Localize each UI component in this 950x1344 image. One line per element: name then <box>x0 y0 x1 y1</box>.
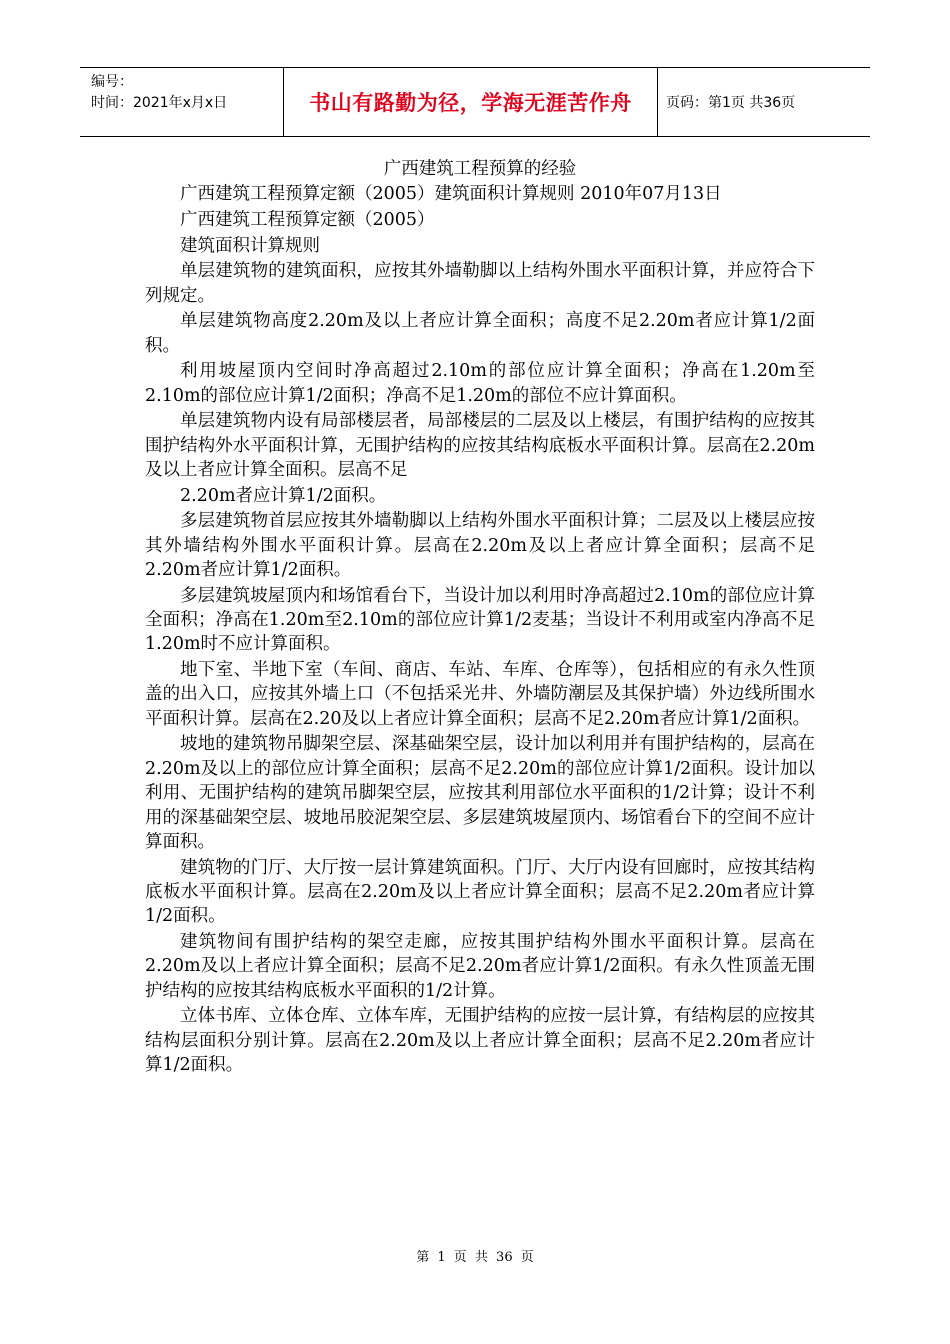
document-title: 广西建筑工程预算的经验 <box>383 159 577 179</box>
paragraph: 单层建筑物内设有局部楼层者，局部楼层的二层及以上楼层，有围护结构的应按其围护结构外水平面积计算，无围护结构的应按其结构底板水平面积计算。层高在2.20m及以上者应计算全面积。层高不足 <box>145 411 815 480</box>
header-motto: 书山有路勤为径，学海无涯苦作舟 <box>283 68 658 136</box>
paragraph: 2.20m者应计算1/2面积。 <box>180 485 387 506</box>
date-label: 时间：2021年x月x日 <box>91 95 228 111</box>
header-meta <box>80 68 283 136</box>
header-page-label: 页码：第1页 共36页 <box>666 95 796 111</box>
paragraph: 建筑面积计算规则 <box>180 235 320 256</box>
paragraph: 立体书库、立体仓库、立体车库，无围护结构的应按一层计算，有结构层的应按其结构层面积分别计算。层高在2.20m及以上者应计算全面积；层高不足2.20m者应计算1/2面积。 <box>145 1006 815 1076</box>
paragraph: 利用坡屋顶内空间时净高超过2.10m的部位应计算全面积；净高在1.20m至2.10m的部位应计算1/2面积；净高不足1.20m的部位不应计算面积。 <box>145 361 815 406</box>
paragraph: 建筑物的门厅、大厅按一层计算建筑面积。门厅、大厅内设有回廊时，应按其结构底板水平面积计算。层高在2.20m及以上者应计算全面积；层高不足2.20m者应计算1/2面积。 <box>145 857 815 927</box>
number-label: 编号： <box>91 74 133 90</box>
paragraph-list <box>145 182 815 1077</box>
paragraph: 坡地的建筑物吊脚架空层、深基础架空层，设计加以利用并有围护结构的，层高在2.20m及以上的部位应计算全面积；层高不足2.20m的部位应计算1/2面积。设计加以利用、无围护结构的建筑吊脚架空层，应按其利用部位水平面积的1/2计算；设计不利用的深基础架空层、坡地吊胶泥架空层、多层建筑坡屋顶内、场馆看台下的空间不应计算面积。 <box>145 734 815 853</box>
page-footer: 第 1 页 共 36 页 <box>416 1250 534 1265</box>
paragraph: 多层建筑坡屋顶内和场馆看台下，当设计加以利用时净高超过2.10m的部位应计算全面积；净高在1.20m至2.10m的部位应计算1/2麦基；当设计不利用或室内净高不足1.20m时不应计算面积。 <box>145 585 815 655</box>
paragraph: 建筑物间有围护结构的架空走廊，应按其围护结构外围水平面积计算。层高在2.20m及以上者应计算全面积；层高不足2.20m者应计算1/2面积。有永久性顶盖无围护结构的应按其结构底板水平面积的1/2计算。 <box>145 932 815 1001</box>
paragraph: 广西建筑工程预算定额（2005）建筑面积计算规则 2010年07月13日 <box>180 184 722 205</box>
paragraph: 地下室、半地下室（车间、商店、车站、车库、仓库等），包括相应的有永久性顶盖的出入口，应按其外墙上口（不包括采光井、外墙防潮层及其保护墙）外边线所围水平面积计算。层高在2.20及以上者应计算全面积；层高不足2.20m者应计算1/2面积。 <box>145 660 815 729</box>
paragraph: 多层建筑物首层应按其外墙勒脚以上结构外围水平面积计算；二层及以上楼层应按其外墙结构外围水平面积计算。层高在2.20m及以上者应计算全面积；层高不足2.20m者应计算1/2面积。 <box>145 511 815 580</box>
paragraph: 单层建筑物的建筑面积，应按其外墙勒脚以上结构外围水平面积计算，并应符合下列规定。 <box>145 261 815 306</box>
document-body <box>145 157 815 1079</box>
paragraph: 单层建筑物高度2.20m及以上者应计算全面积；高度不足2.20m者应计算1/2面积。 <box>145 311 815 356</box>
paragraph: 广西建筑工程预算定额（2005） <box>180 210 435 230</box>
page-header <box>80 67 870 137</box>
